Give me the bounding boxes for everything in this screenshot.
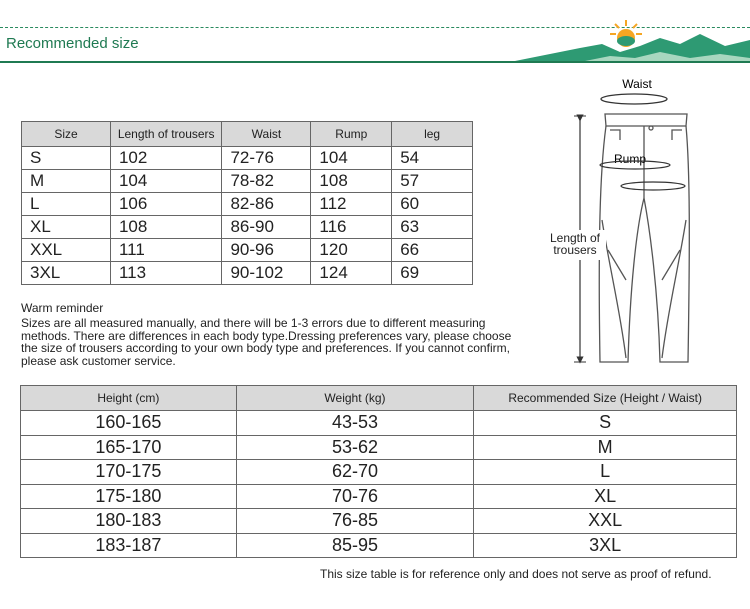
header-cell: Height (cm) <box>21 386 237 411</box>
header-cell: Recommended Size (Height / Waist) <box>474 386 737 411</box>
waist-measure-ring <box>601 94 667 104</box>
table-cell: 60 <box>392 193 473 216</box>
recommend-table-header <box>21 386 737 411</box>
table-cell: 111 <box>110 239 221 262</box>
table-row <box>22 170 473 193</box>
table-cell: 160-165 <box>21 411 237 436</box>
table-cell: 106 <box>110 193 221 216</box>
table-cell: 90-96 <box>222 239 311 262</box>
table-cell: 57 <box>392 170 473 193</box>
trousers-diagram <box>540 70 700 375</box>
table-row <box>22 216 473 239</box>
table-cell: 3XL <box>474 533 737 558</box>
leg-measure-ring <box>621 182 685 190</box>
note-body: Sizes are all measured manually, and there will be 1-3 errors due to different measuring methods. There are differences in each body type.Dressing preferences vary, please choose the size of trousers according to your own body type and preferences. If you cannot confirm, please ask customer service. <box>21 316 512 368</box>
table-cell: 108 <box>311 170 392 193</box>
table-cell: 116 <box>311 216 392 239</box>
table-cell: 175-180 <box>21 484 237 509</box>
table-row <box>21 484 737 509</box>
header-cell: Rump <box>311 122 392 147</box>
table-cell: 90-102 <box>222 262 311 285</box>
mountain-sun-logo <box>510 18 750 62</box>
table-cell: 76-85 <box>236 509 474 534</box>
table-cell: 82-86 <box>222 193 311 216</box>
table-cell: 104 <box>311 147 392 170</box>
table-cell: 112 <box>311 193 392 216</box>
table-cell: 85-95 <box>236 533 474 558</box>
table-cell: 170-175 <box>21 460 237 485</box>
table-cell: 70-76 <box>236 484 474 509</box>
table-row <box>21 533 737 558</box>
footer-disclaimer: This size table is for reference only and does not serve as proof of refund. <box>320 567 712 581</box>
table-cell: 120 <box>311 239 392 262</box>
table-cell: L <box>474 460 737 485</box>
table-cell: 102 <box>110 147 221 170</box>
table-cell: 104 <box>110 170 221 193</box>
header-cell: leg <box>392 122 473 147</box>
recommend-table <box>20 385 737 558</box>
table-cell: XXL <box>22 239 111 262</box>
table-row <box>22 239 473 262</box>
page-title: Recommended size <box>6 35 139 52</box>
table-cell: S <box>22 147 111 170</box>
header-cell: Size <box>22 122 111 147</box>
table-cell: 183-187 <box>21 533 237 558</box>
table-cell: 43-53 <box>236 411 474 436</box>
table-cell: 165-170 <box>21 435 237 460</box>
waist-label: Waist <box>622 77 652 91</box>
table-cell: 53-62 <box>236 435 474 460</box>
table-row <box>22 147 473 170</box>
table-cell: 108 <box>110 216 221 239</box>
table-row <box>22 193 473 216</box>
length-label: Length of trousers <box>549 232 601 257</box>
sun-icon <box>610 20 642 47</box>
header-cell: Length of trousers <box>110 122 221 147</box>
table-cell: L <box>22 193 111 216</box>
table-row <box>22 262 473 285</box>
table-cell: S <box>474 411 737 436</box>
table-cell: 72-76 <box>222 147 311 170</box>
header-cell: Waist <box>222 122 311 147</box>
size-table <box>21 121 473 285</box>
table-cell: M <box>474 435 737 460</box>
table-row <box>21 411 737 436</box>
table-cell: 63 <box>392 216 473 239</box>
table-cell: XL <box>22 216 111 239</box>
rump-label: Rump <box>614 152 647 166</box>
header-cell: Weight (kg) <box>236 386 474 411</box>
table-cell: M <box>22 170 111 193</box>
table-cell: 69 <box>392 262 473 285</box>
table-cell: 124 <box>311 262 392 285</box>
table-row <box>21 460 737 485</box>
table-cell: 86-90 <box>222 216 311 239</box>
table-cell: 180-183 <box>21 509 237 534</box>
table-cell: 62-70 <box>236 460 474 485</box>
table-cell: 66 <box>392 239 473 262</box>
header-underline <box>0 61 750 63</box>
table-cell: XL <box>474 484 737 509</box>
table-cell: 54 <box>392 147 473 170</box>
table-cell: XXL <box>474 509 737 534</box>
table-row <box>21 509 737 534</box>
table-row <box>21 435 737 460</box>
note-title: Warm reminder <box>21 301 104 315</box>
table-cell: 113 <box>110 262 221 285</box>
table-cell: 78-82 <box>222 170 311 193</box>
table-cell: 3XL <box>22 262 111 285</box>
size-table-header <box>22 122 473 147</box>
